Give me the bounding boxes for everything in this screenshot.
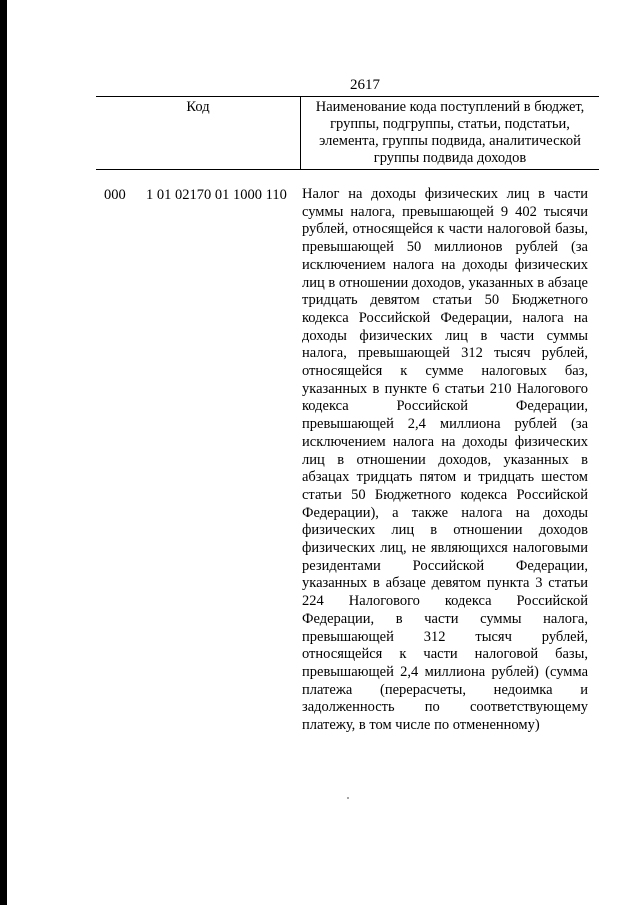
table-header bbox=[96, 96, 599, 170]
revenue-code: 1 01 02170 01 1000 110 bbox=[146, 187, 287, 203]
scan-speck bbox=[347, 797, 349, 799]
revenue-description: Налог на доходы физических лиц в части суммы налога, превышающей 9 402 тысячи рублей, относящейся к части налоговой базы, превышающей 50 миллионов рублей (за исключением налога на доходы физических лиц в отношении доходов, указанных в абзаце тридцать девятом статьи 50 Бюджетного кодекса Российской Федерации, налога на доходы физических лиц в части суммы налога, превышающей 312 тысяч рублей, относящейся к сумме налоговых баз, указанных в пункте 6 статьи 210 Налогового кодекса Российской Федерации, превышающей 2,4 миллиона рублей (за исключением налога на доходы физических лиц в отношении доходов, указанных в абзацах тридцать пятом и тридцать шестом статьи 50 Бюджетного кодекса Российской Федерации), а также налога на доходы физических лиц в отношении доходов физических лиц, не являющихся налоговыми резидентами Российской Федерации, указанных в абзаце девятом пункта 3 статьи 224 Налогового кодекса Российской Федерации, в части суммы налога, превышающей 312 тысяч рублей, относящейся к части налоговой базы, превышающей 2,4 миллиона рублей) (сумма платежа (перерасчеты, недоимка и задолженность по соответствующему платежу, в том числе по отмененному) bbox=[302, 186, 588, 734]
admin-code: 000 bbox=[104, 187, 126, 203]
page-number: 2617 bbox=[350, 77, 380, 93]
column-divider bbox=[300, 97, 301, 169]
scan-edge bbox=[0, 0, 7, 905]
code-column-header: Код bbox=[186, 99, 210, 115]
name-column-header: Наименование кода поступлений в бюджет, группы, подгруппы, статьи, подстатьи, элемента, группы подвида, аналитической группы подвида доходов bbox=[315, 99, 585, 166]
